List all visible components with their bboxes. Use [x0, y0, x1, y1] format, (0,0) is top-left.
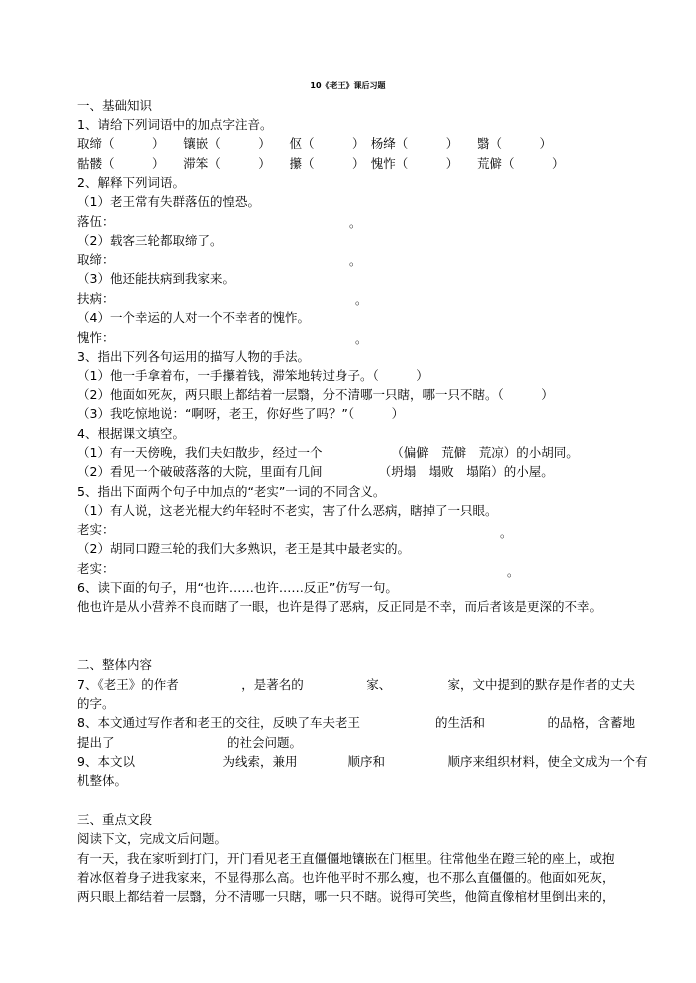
answer-line-1: 落伍： [77, 214, 115, 229]
question-1: 1、请给下列词语中的加点字注音。 [77, 117, 273, 132]
passage-line-2: 着冰伛着身子进我家来，不显得那么高。也许他平时不那么瘦，也不那么直僵僵的。他面如死灰， [77, 870, 615, 885]
answer-line-3: 扶病： [77, 291, 115, 306]
question-6-sentence: 他也许是从小营养不良而瞎了一眼，也许是得了恶病，反正同是不幸，而后者该是更深的不幸。 [77, 599, 603, 614]
question-5: 5、指出下面两个句子中加点的“老实”一词的不同含义。 [77, 484, 386, 499]
question-8-line-1: 8、本文通过写作者和老王的交往，反映了车夫老王 的生活和 的品格，含蓄地 [77, 715, 635, 730]
question-2-item-4: （4）一个幸运的人对一个不幸者的愧怍。 [77, 310, 310, 325]
reading-instruction: 阅读下文，完成文后问题。 [77, 831, 228, 846]
answer-period: 。 [355, 293, 368, 307]
question-4-item-1: （1）有一天傍晚，我们夫妇散步，经过一个 （偏僻 荒僻 荒凉）的小胡同。 [77, 445, 579, 460]
answer-line-2: 取缔： [77, 252, 115, 267]
question-1-row-1: 取缔（ ） 镶嵌（ ） 伛（ ） 杨绛（ ） 翳（ ） [77, 136, 553, 151]
question-5-item-1: （1）有人说，这老光棍大约年轻时不老实，害了什么恶病，瞎掉了一只眼。 [77, 503, 498, 518]
passage-line-1: 有一天，我在家听到打门，开门看见老王直僵僵地镶嵌在门框里。往常他坐在蹬三轮的座上，或抱 [77, 851, 615, 866]
question-9-line-1: 9、本文以 为线索，兼用 顺序和 顺序来组织材料，使全文成为一个有 [77, 754, 648, 769]
question-8-line-2: 提出了 的社会问题。 [77, 735, 303, 750]
question-5-item-2: （2）胡同口蹬三轮的我们大多熟识，老王是其中最老实的。 [77, 541, 410, 556]
question-7-line-1: 7、《老王》的作者 ，是著名的 家、 家，文中提到的默存是作者的丈夫 [77, 677, 635, 692]
question-1-row-2: 骷髅（ ） 滞笨（ ） 攥（ ） 愧怍（ ） 荒僻（ ） [77, 156, 565, 171]
question-2-item-1: （1）老王常有失群落伍的惶恐。 [77, 194, 260, 209]
question-3-item-3: （3）我吃惊地说：“啊呀，老王，你好些了吗？”（ ） [77, 406, 405, 421]
question-3: 3、指出下列各句运用的描写人物的手法。 [77, 349, 310, 364]
answer-period: 。 [355, 332, 368, 346]
section-2-heading: 二、整体内容 [77, 657, 153, 672]
answer-period: 。 [349, 216, 362, 230]
answer-period: 。 [349, 254, 362, 268]
page-title: 10《老王》课后习题 [310, 81, 386, 90]
answer-line-6: 老实： [77, 561, 115, 576]
question-6: 6、读下面的句子，用“也许……也许……反正”仿写一句。 [77, 580, 398, 595]
answer-period: 。 [500, 526, 513, 540]
answer-line-4: 愧怍： [77, 330, 115, 345]
section-1-heading: 一、基础知识 [77, 98, 153, 113]
question-3-item-2: （2）他面如死灰，两只眼上都结着一层翳，分不清哪一只瞎，哪一只不瞎。（ ） [77, 387, 554, 402]
question-3-item-1: （1）他一手拿着布，一手攥着钱，滞笨地转过身子。（ ） [77, 368, 429, 383]
section-3-heading: 三、重点文段 [77, 812, 153, 827]
question-2: 2、解释下列词语。 [77, 175, 185, 190]
question-2-item-3: （3）他还能扶病到我家来。 [77, 271, 235, 286]
answer-period: 。 [507, 565, 520, 579]
question-4-item-2: （2）看见一个破破落落的大院，里面有几间 （坍塌 塌败 塌陷）的小屋。 [77, 464, 554, 479]
question-4: 4、根据课文填空。 [77, 426, 185, 441]
question-7-line-2: 的字。 [77, 696, 115, 711]
passage-line-3: 两只眼上都结着一层翳，分不清哪一只瞎，哪一只不瞎。说得可笑些，他简直像棺材里倒出来的， [77, 889, 615, 904]
answer-line-5: 老实： [77, 522, 115, 537]
question-2-item-2: （2）载客三轮都取缔了。 [77, 233, 223, 248]
question-9-line-2: 机整体。 [77, 773, 128, 788]
